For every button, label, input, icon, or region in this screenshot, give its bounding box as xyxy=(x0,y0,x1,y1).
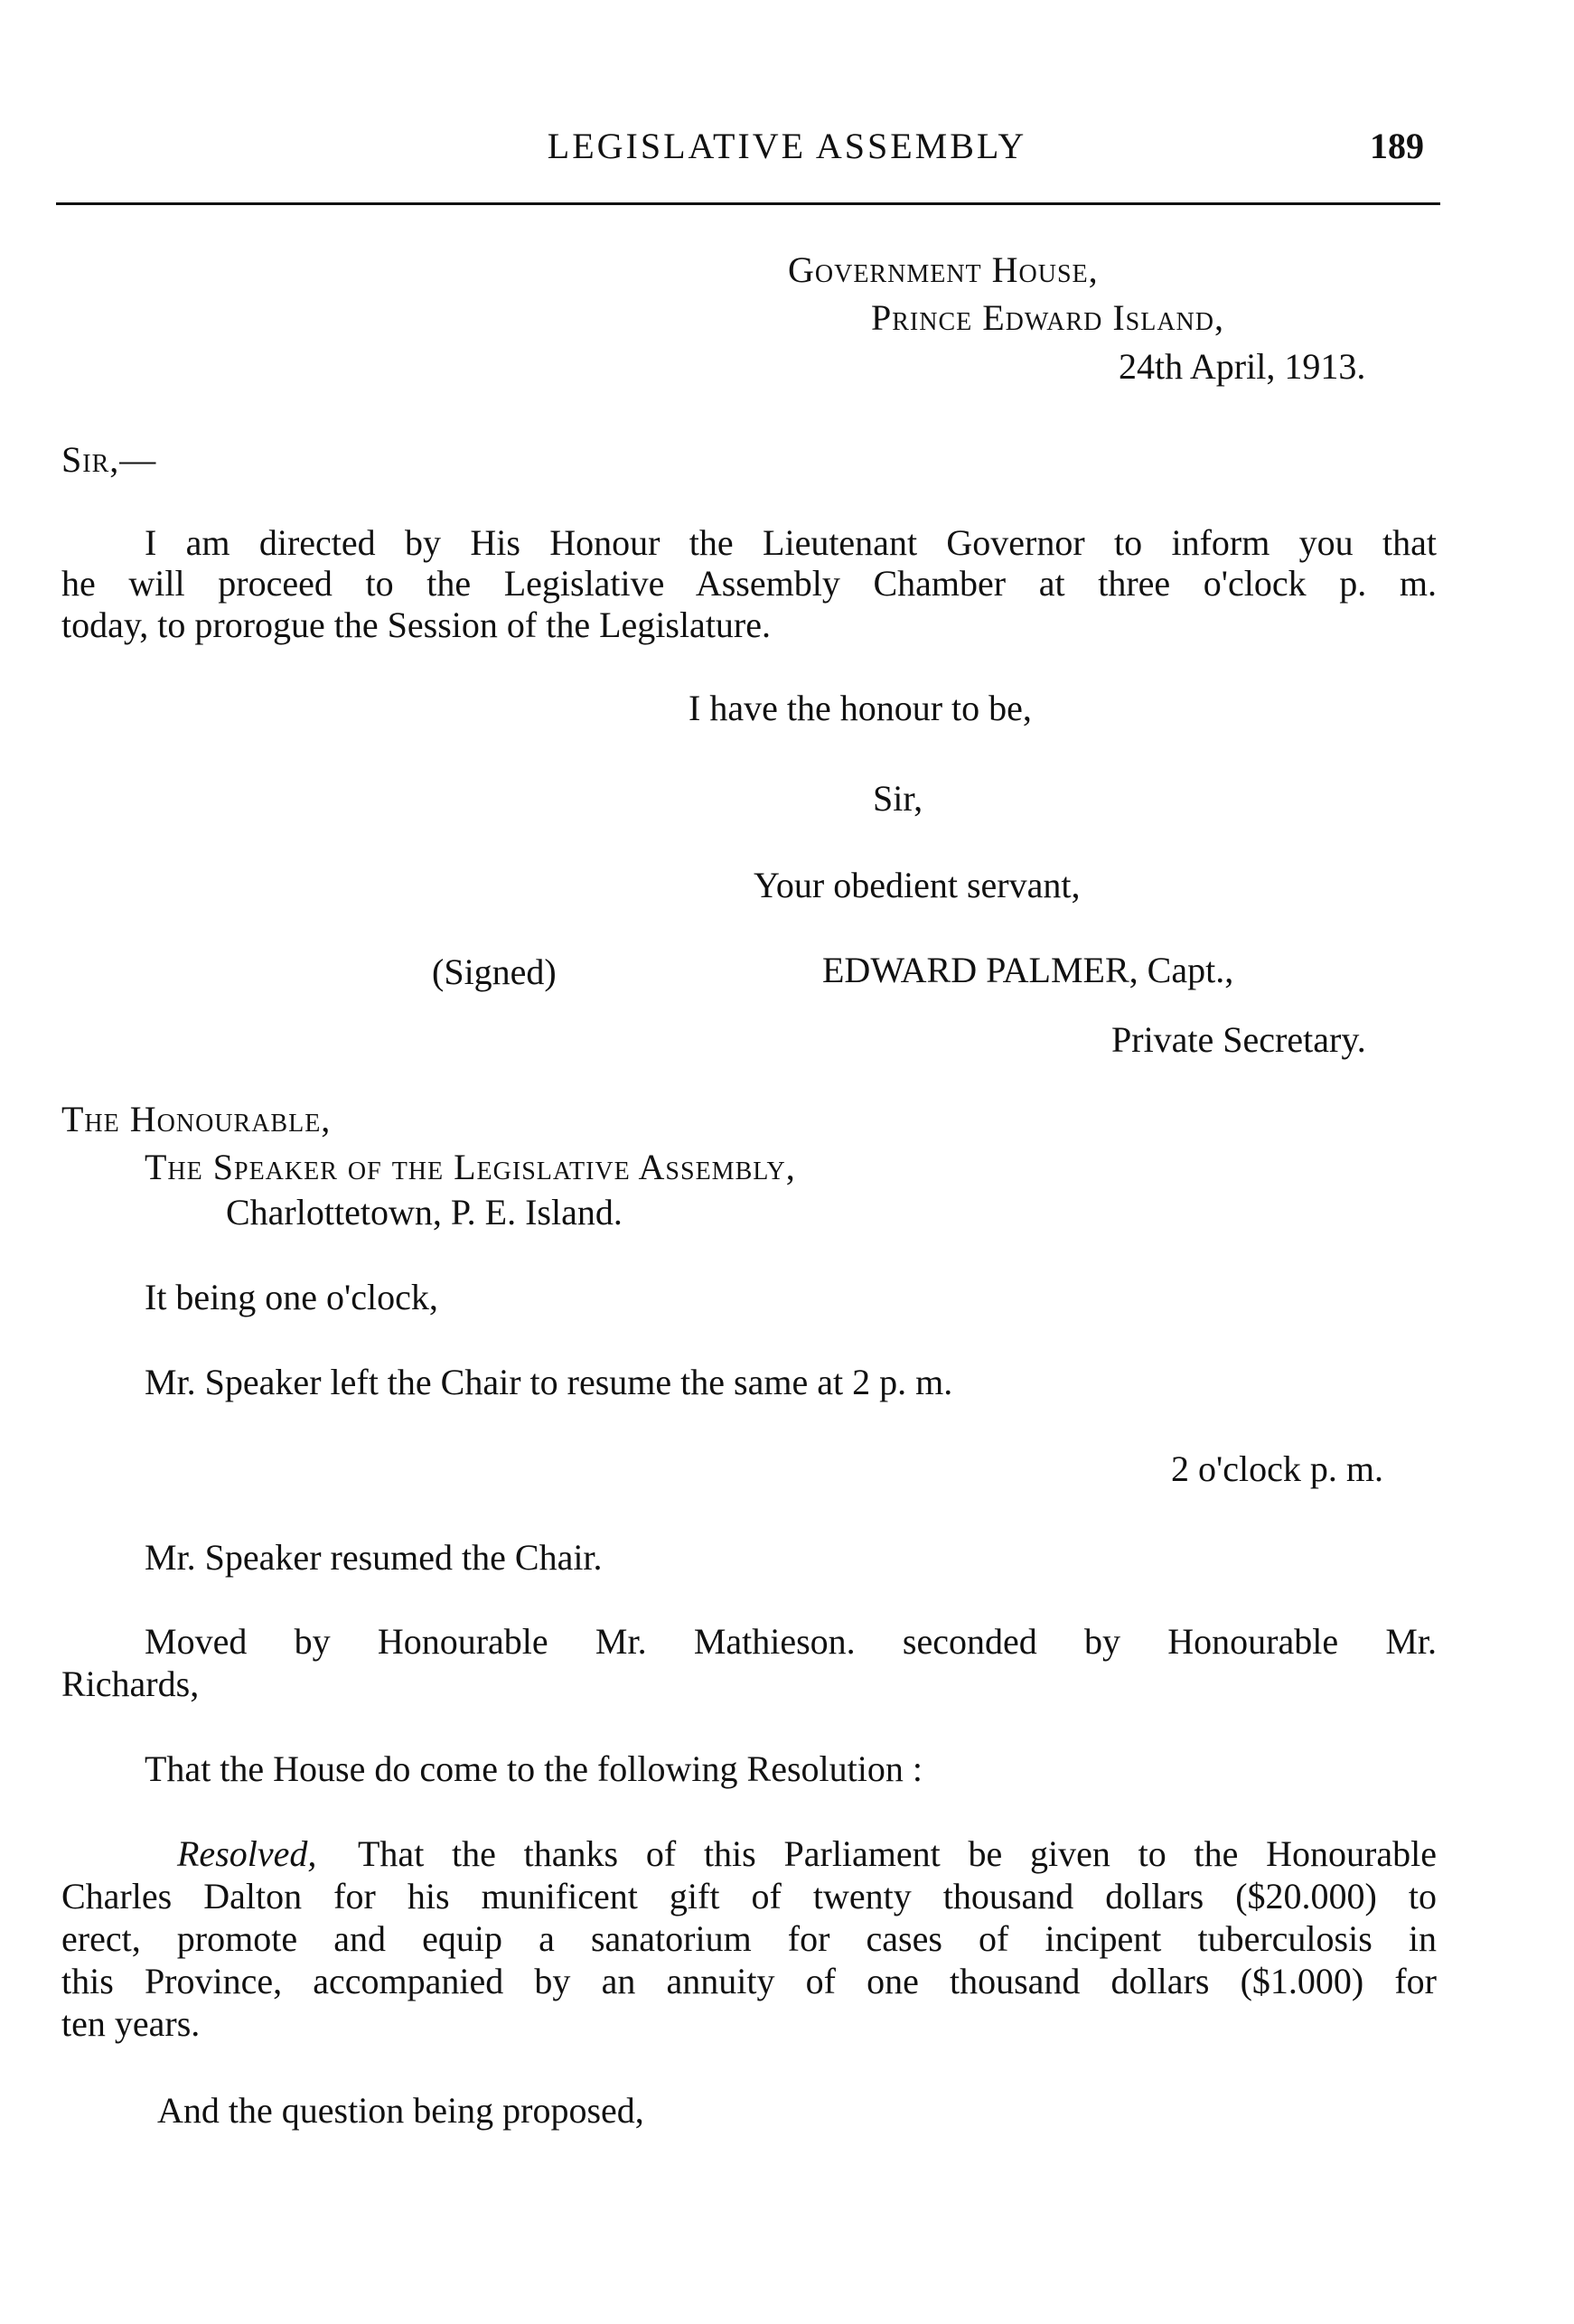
resolution-intro: That the House do come to the following Resolution : xyxy=(145,1748,923,1789)
closing-line-3: Your obedient servant, xyxy=(754,865,1081,905)
resolution-line: ten years. xyxy=(61,2003,201,2044)
closing-line-2: Sir, xyxy=(873,778,923,819)
address-line-1: Government House, xyxy=(788,249,1099,290)
motion-line: Richards, xyxy=(61,1663,200,1704)
running-header-title: LEGISLATIVE ASSEMBLY xyxy=(547,126,1027,166)
letter-body-line: he will proceed to the Legislative Assembly Chamber at three o'clock p. m. xyxy=(61,563,1437,604)
letter-date: 24th April, 1913. xyxy=(1119,346,1366,387)
proceeding-one-oclock: It being one o'clock, xyxy=(145,1277,438,1317)
proceeding-resumed: Mr. Speaker resumed the Chair. xyxy=(145,1537,603,1578)
closing-line-1: I have the honour to be, xyxy=(689,688,1032,728)
resolution-line: erect, promote and equip a sanatorium for cases of incipent tuberculosis in xyxy=(61,1918,1437,1959)
signer-title: Private Secretary. xyxy=(1111,1019,1366,1060)
addressee-line-3: Charlottetown, P. E. Island. xyxy=(226,1192,623,1232)
signer-name: EDWARD PALMER, Capt., xyxy=(822,950,1234,990)
page-number: 189 xyxy=(1370,126,1424,166)
proceeding-two-oclock: 2 o'clock p. m. xyxy=(1171,1448,1383,1489)
resolution-line: Charles Dalton for his munificent gift of twenty thousand dollars ($20.000) to xyxy=(61,1876,1437,1916)
addressee-line-1: The Honourable, xyxy=(61,1099,332,1139)
addressee-line-2: The Speaker of the Legislative Assembly, xyxy=(145,1147,796,1187)
resolution-line: That the thanks of this Parliament be given to the Honourable xyxy=(358,1833,1437,1874)
header-rule xyxy=(56,202,1440,205)
signed-label: (Signed) xyxy=(432,951,557,992)
address-line-2: Prince Edward Island, xyxy=(871,297,1224,338)
proceeding-left-chair: Mr. Speaker left the Chair to resume the same at 2 p. m. xyxy=(145,1362,953,1402)
letter-body-line: today, to prorogue the Session of the Legislature. xyxy=(61,604,771,645)
question-proposed: And the question being proposed, xyxy=(157,2090,644,2131)
letter-body-line: I am directed by His Honour the Lieutenant Governor to inform you that xyxy=(145,522,1437,563)
motion-line: Moved by Honourable Mr. Mathieson. seconded by Honourable Mr. xyxy=(145,1621,1437,1662)
salutation: Sir,— xyxy=(61,439,157,480)
resolution-line: this Province, accompanied by an annuity of one thousand dollars ($1.000) for xyxy=(61,1961,1437,2001)
resolved-word: Resolved, xyxy=(177,1833,317,1874)
